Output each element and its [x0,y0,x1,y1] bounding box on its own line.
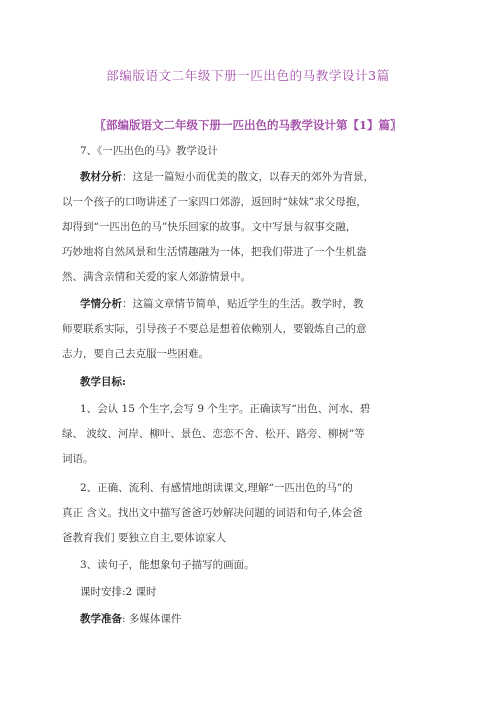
objective-2-line-1: 2、正确、流利、有感情地朗读课文,理解“一匹出色的马”的 [80,482,353,494]
student-analysis-line-3: 志力，要自己去克服一些困难。 [62,348,209,360]
preparation-value: : 多媒体课件 [122,613,182,625]
student-analysis-line-1 [80,297,460,311]
preparation-label: 教学准备 [80,613,122,625]
objective-2-line-3: 爸教育我们 要独立自主,要体谅家人 [62,532,227,544]
textbook-analysis-line-5: 然、满含亲情和关爱的家人郊游情景中。 [62,271,251,283]
objective-1-line-2: 绿、 波纹、河岸、柳叶、景色、恋恋不舍、松开、路旁、柳树”等 [62,428,365,440]
textbook-analysis-text: ：这是一篇短小而优美的散文，以春天的郊外为背景， [122,171,374,183]
textbook-analysis-line-3: 却得到“一匹出色的马”快乐回家的故事。文中写景与叙事交融， [62,221,357,233]
textbook-analysis-line-1 [80,170,460,184]
lesson-title: 7、《一匹出色的马》教学设计 [80,145,218,157]
objective-3: 3、读句子，能想象句子描写的画面。 [80,559,255,571]
textbook-analysis-line-4: 巧妙地将自然风景和生活情趣融为一体，把我们带进了一个生机盎 [62,246,367,258]
preparation [80,612,460,626]
schedule: 课时安排:2 课时 [80,586,157,598]
objective-1-line-3: 词语。 [62,453,94,465]
textbook-analysis-label: 教材分析 [80,171,122,183]
student-analysis-text: ：这篇文章情节简单，贴近学生的生活。教学时，教 [122,298,364,310]
objectives-heading: 教学目标: [80,376,126,388]
student-analysis-label: 学情分析 [80,298,122,310]
student-analysis-line-2: 师要联系实际，引导孩子不要总是想着依赖别人，要锻炼自己的意 [62,323,367,335]
section-heading: 〖部编版语文二年级下册一匹出色的马教学设计第【1】篇〗 [94,118,402,132]
textbook-analysis-line-2: 以一个孩子的口吻讲述了一家四口郊游，返回时“妹妹”求父母抱， [62,196,367,208]
objective-2-line-2: 真正 含义。找出文中描写爸爸巧妙解决问题的词语和句子,体会爸 [62,507,363,519]
document-title: 部编版语文二年级下册一匹出色的马教学设计3篇 [106,68,390,83]
objective-1-line-1: 1、会认 15 个生字,会写 9 个生字。正确读写“出色、河水、碧 [80,403,371,415]
